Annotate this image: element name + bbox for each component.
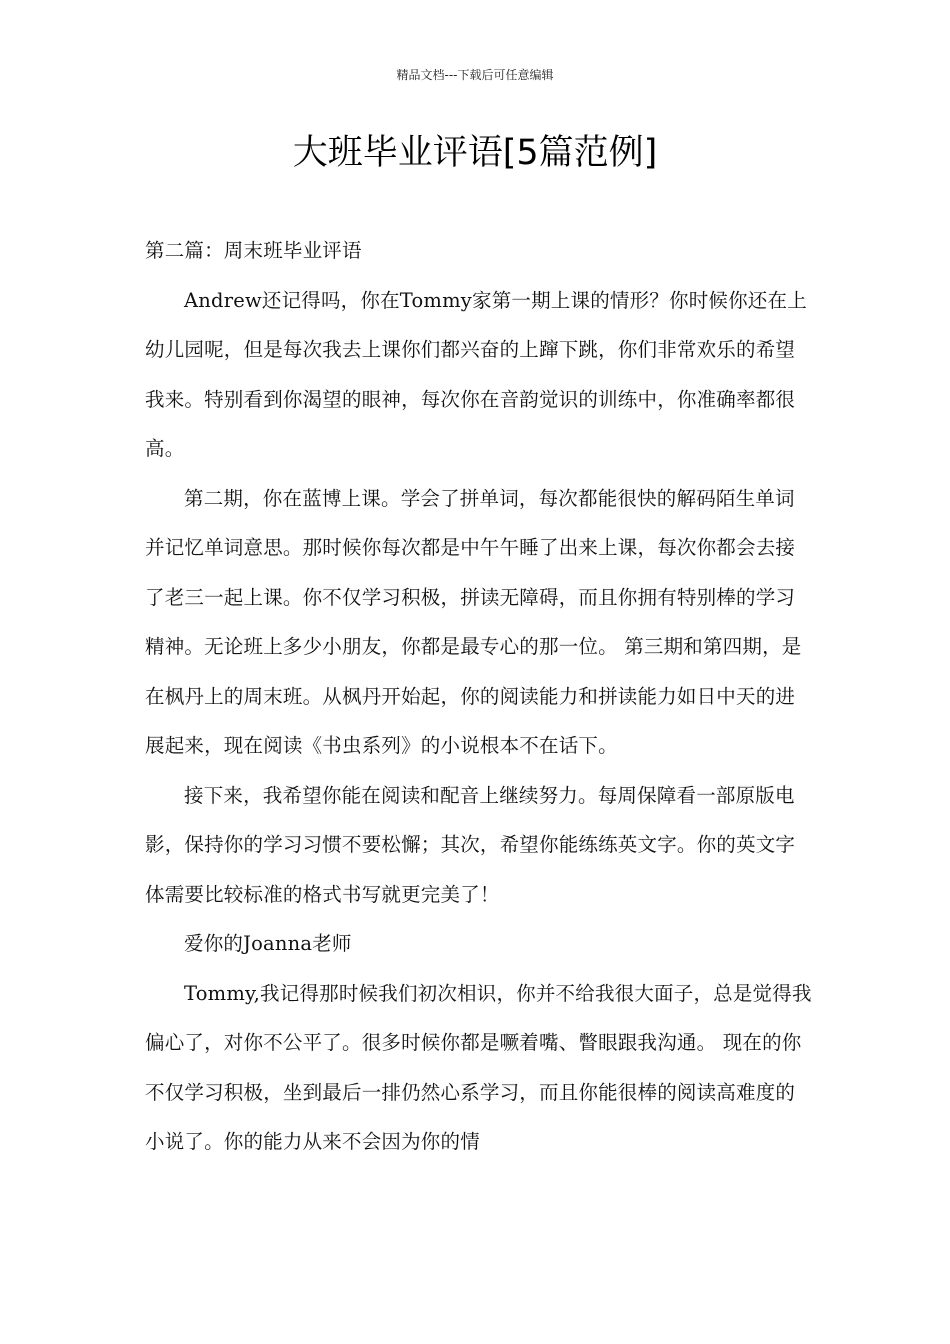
page-header-note: 精品文档---下载后可任意编辑 <box>396 68 554 82</box>
section-heading: 第二篇：周末班毕业评语 <box>145 239 362 262</box>
paragraph-expectations: 接下来，我希望你能在阅读和配音上继续努力。每周保障看一部原版电影，保持你的学习习惯不要松懈；其次，希望你能练练英文字。你的英文字体需要比较标准的格式书写就更完美了！ <box>145 783 796 906</box>
document-title: 大班毕业评语[5篇范例] <box>292 133 658 173</box>
document-body <box>145 226 813 1167</box>
paragraph-signature: 爱你的Joanna老师 <box>184 932 352 955</box>
paragraph-tommy: Tommy,我记得那时候我们初次相识，你并不给我很大面子，总是觉得我偏心了，对你不公平了。很多时候你都是噘着嘴、瞥眼跟我沟通。 现在的你不仅学习积极，坐到最后一排仍然心系学习，而且你能很棒的阅读高难度的小说了。你的能力从来不会因为你的情 <box>145 981 812 1153</box>
paragraph-second-term: 第二期，你在蓝博上课。学会了拼单词，每次都能很快的解码陌生单词并记忆单词意思。那时候你每次都是中午午睡了出来上课，每次你都会去接了老三一起上课。你不仅学习积极，拼读无障碍，而且你拥有特别棒的学习精神。无论班上多少小朋友，你都是最专心的那一位。 第三期和第四期，是在枫丹上的周末班。从枫丹开始起，你的阅读能力和拼读能力如日中天的进展起来，现在阅读《书虫系列》的小说根本不在话下。 <box>145 486 802 757</box>
paragraph-andrew-intro: Andrew还记得吗，你在Tommy家第一期上课的情形？你时候你还在上幼儿园呢，但是每次我去上课你们都兴奋的上蹿下跳，你们非常欢乐的希望我来。特别看到你渴望的眼神，每次你在音韵觉识的训练中，你准确率都很高。 <box>145 288 807 460</box>
